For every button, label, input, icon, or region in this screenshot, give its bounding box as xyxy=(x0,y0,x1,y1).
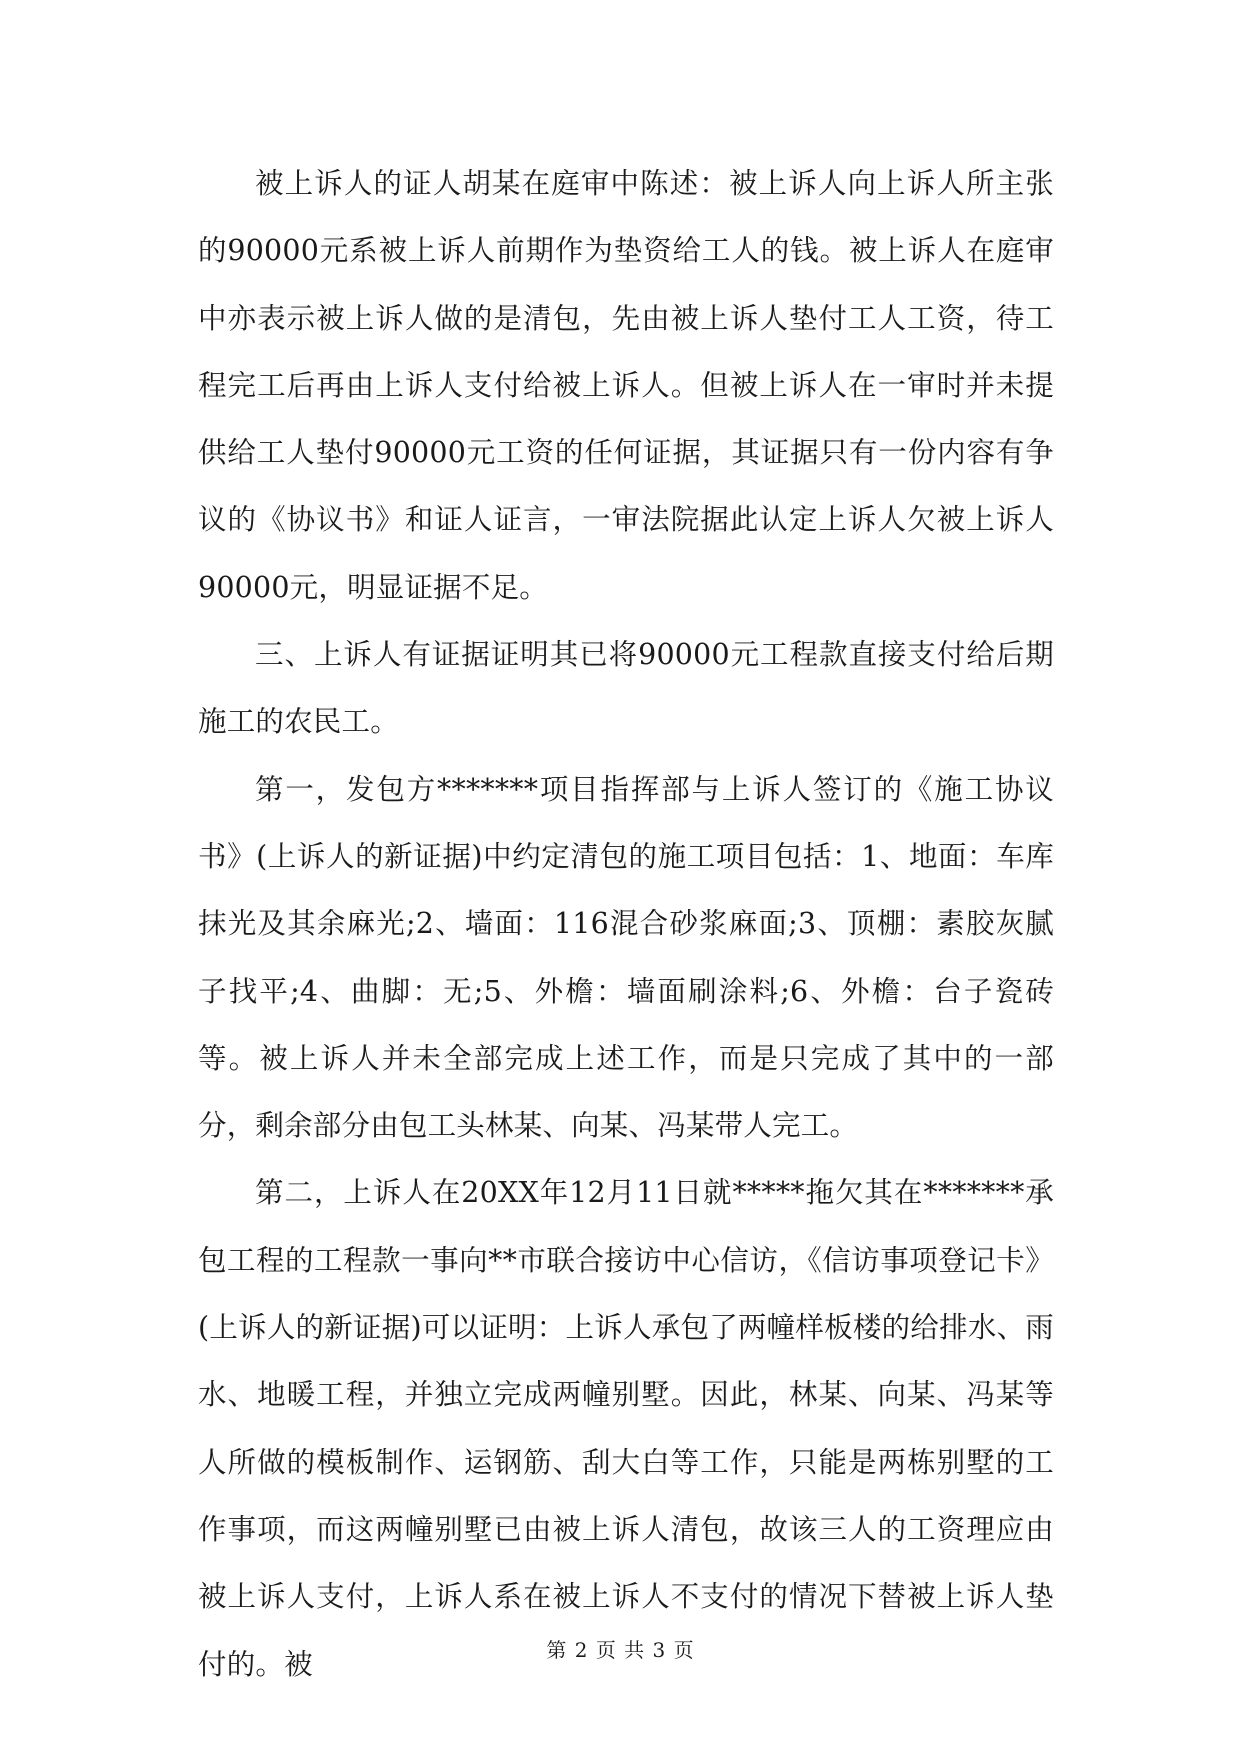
document-body xyxy=(198,150,1054,1698)
paragraph-first-evidence: 第一，发包方*******项目指挥部与上诉人签订的《施工协议书》(上诉人的新证据)中约定清包的施工项目包括：1、地面：车库抹光及其余麻光;2、墙面：116混合砂浆麻面;3、顶棚：素胶灰腻子找平;4、曲脚：无;5、外檐：墙面刷涂料;6、外檐：台子瓷砖等。被上诉人并未全部完成上述工作，而是只完成了其中的一部分，剩余部分由包工头林某、向某、冯某带人完工。 xyxy=(198,772,1054,1143)
paragraph-witness-testimony: 被上诉人的证人胡某在庭审中陈述：被上诉人向上诉人所主张的90000元系被上诉人前期作为垫资给工人的钱。被上诉人在庭审中亦表示被上诉人做的是清包，先由被上诉人垫付工人工资，待工程完工后再由上诉人支付给被上诉人。但被上诉人在一审时并未提供给工人垫付90000元工资的任何证据，其证据只有一份内容有争议的《协议书》和证人证言，一审法院据此认定上诉人欠被上诉人90000元，明显证据不足。 xyxy=(198,167,1054,604)
paragraph-second-evidence: 第二，上诉人在20XX年12月11日就*****拖欠其在*******承包工程的工程款一事向**市联合接访中心信访，《信访事项登记卡》(上诉人的新证据)可以证明：上诉人承包了两幢样板楼的给排水、雨水、地暖工程，并独立完成两幢别墅。因此，林某、向某、冯某等人所做的模板制作、运钢筋、刮大白等工作，只能是两栋别墅的工作事项，而这两幢别墅已由被上诉人清包，故该三人的工资理应由被上诉人支付，上诉人系在被上诉人不支付的情况下替被上诉人垫付的。被 xyxy=(198,1176,1054,1681)
paragraph-point-three-heading: 三、上诉人有证据证明其已将90000元工程款直接支付给后期施工的农民工。 xyxy=(198,638,1054,739)
page-number-footer: 第 2 页 共 3 页 xyxy=(546,1638,695,1662)
